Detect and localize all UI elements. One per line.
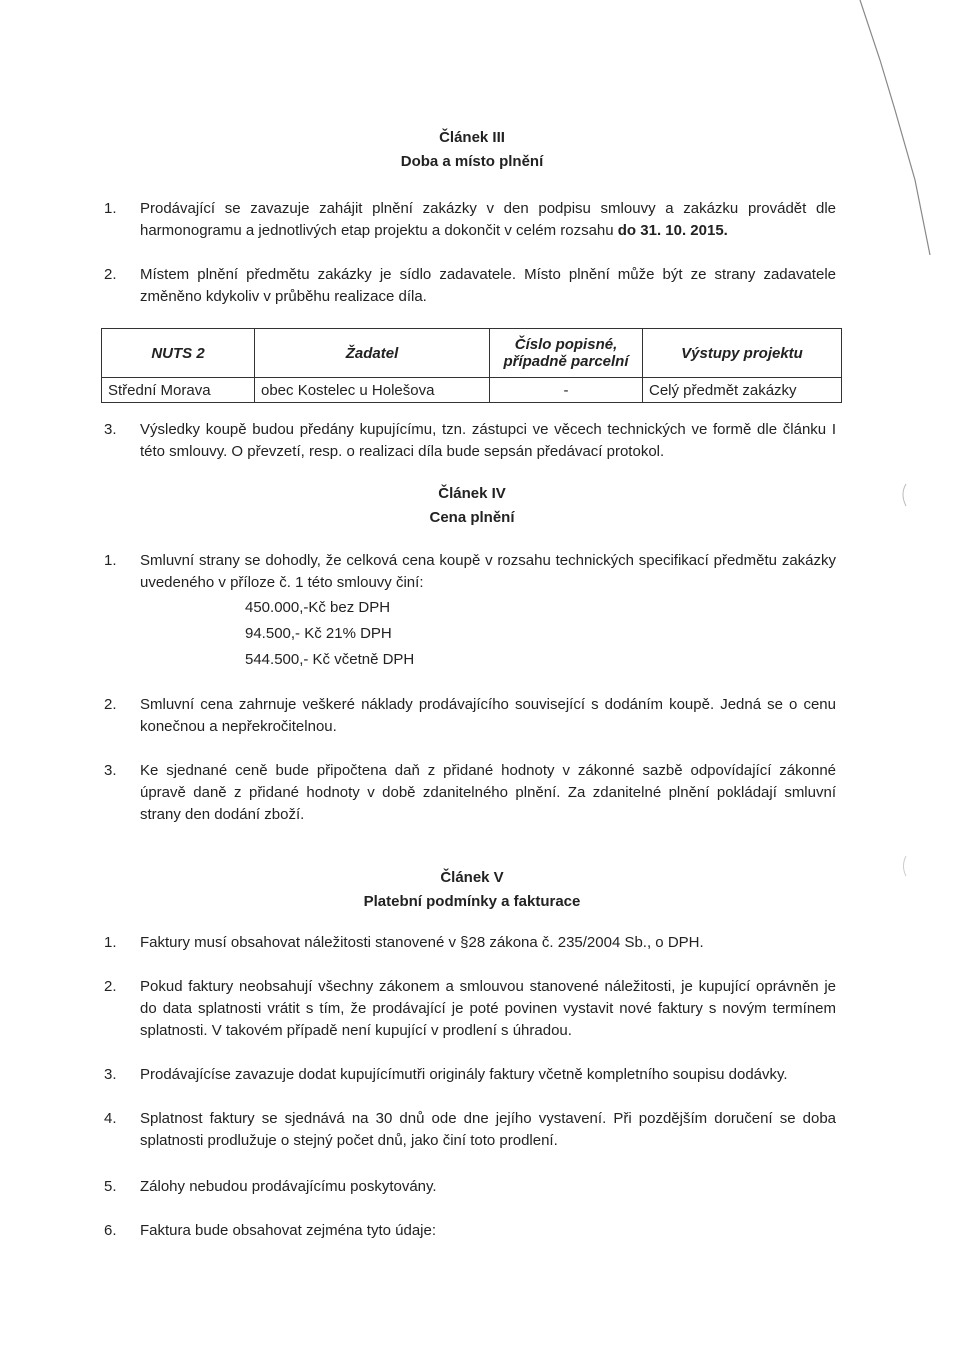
article-5-item-4 xyxy=(104,1108,836,1152)
article-5-title: Článek V xyxy=(440,869,504,886)
item-text: Výsledky koupě budou předány kupujícímu, tzn. zástupci ve věcech technických ve formě dle článku I této smlouvy. O převzetí, resp. o realizaci díla bude sepsán předávací protokol. xyxy=(140,421,836,460)
header-nuts: NUTS 2 xyxy=(102,329,255,378)
scan-artifact-bracket xyxy=(896,852,916,882)
item-text: Pokud faktury neobsahují všechny zákonem a smlouvou stanovené náležitosti, je kupující oprávněn je do data splatnosti vrátit s tím, že prodávající je poté povinen vystavit nové faktury s novým termínem splatnosti. V takovém případě není kupující v prodlení s úhradou. xyxy=(140,978,836,1039)
item-text: Splatnost faktury se sjednává na 30 dnů ode dne jejího vystavení. Při pozdějším doručení se doba splatnosti prodlužuje o stejný počet dnů, jako činí toto prodlení. xyxy=(140,1110,836,1149)
item-text: Místem plnění předmětu zakázky je sídlo zadavatele. Místo plnění může být ze strany zadavatele změněno kdykoliv v průběhu realizace díla. xyxy=(140,266,836,305)
item-number: 2. xyxy=(104,978,117,995)
item-text: Smluvní strany se dohodly, že celková cena koupě v rozsahu technických specifikací předmětu zakázky uvedeného v příloze č. 1 této smlouvy činí: xyxy=(140,552,836,591)
article-4-title: Článek IV xyxy=(438,485,506,502)
cell-parcel: - xyxy=(490,378,643,403)
item-number: 1. xyxy=(104,200,117,217)
cell-applicant: obec Kostelec u Holešova xyxy=(255,378,490,403)
article-4-heading xyxy=(0,482,944,530)
article-3-subtitle: Doba a místo plnění xyxy=(400,153,544,170)
article-5-subtitle: Platební podmínky a fakturace xyxy=(363,893,581,910)
article-5-item-1 xyxy=(104,932,836,954)
item-text: Smluvní cena zahrnuje veškeré náklady prodávajícího související s dodáním koupě. Jedná se o cenu konečnou a nepřekročitelnou. xyxy=(140,696,836,735)
deadline-date: do 31. 10. 2015. xyxy=(617,222,728,239)
article-3-item-1 xyxy=(104,198,836,242)
article-3-heading xyxy=(0,126,944,174)
article-3-item-2 xyxy=(104,264,836,308)
item-number: 5. xyxy=(104,1178,117,1195)
item-text: Zálohy nebudou prodávajícímu poskytovány. xyxy=(140,1178,437,1195)
header-parcel: Číslo popisné, případně parcelní xyxy=(490,329,643,378)
article-4-item-1 xyxy=(104,550,836,594)
item-number: 1. xyxy=(104,934,117,951)
item-number: 2. xyxy=(104,266,117,283)
table-row xyxy=(102,378,842,403)
item-number: 1. xyxy=(104,552,117,569)
item-text: Faktury musí obsahovat náležitosti stanovené v §28 zákona č. 235/2004 Sb., o DPH. xyxy=(140,934,704,951)
article-5-heading xyxy=(0,866,944,914)
item-number: 4. xyxy=(104,1110,117,1127)
cell-region: Střední Morava xyxy=(102,378,255,403)
item-number: 3. xyxy=(104,1066,117,1083)
scan-artifact-bracket xyxy=(896,480,916,510)
article-4-subtitle: Cena plnění xyxy=(429,509,515,526)
article-5-item-5 xyxy=(104,1176,836,1198)
article-4-item-3 xyxy=(104,760,836,826)
header-applicant: Žadatel xyxy=(255,329,490,378)
article-5-item-2 xyxy=(104,976,836,1042)
project-table xyxy=(101,328,842,403)
item-text: Prodávající se zavazuje zahájit plnění zakázky v den podpisu smlouvy a zakázku provádět dle harmonogramu a jednotlivých etap projektu a dokončit v celém rozsahu xyxy=(140,200,836,239)
price-vat: 94.500,- Kč 21% DPH xyxy=(245,625,392,642)
article-5-item-6 xyxy=(104,1220,836,1242)
article-5-item-3 xyxy=(104,1064,836,1086)
item-number: 6. xyxy=(104,1222,117,1239)
item-number: 2. xyxy=(104,696,117,713)
price-without-vat: 450.000,-Kč bez DPH xyxy=(245,599,391,616)
item-text: Ke sjednané ceně bude připočtena daň z přidané hodnoty v zákonné sazbě odpovídající zákonné úpravě daně z přidané hodnoty v době zdanitelného plnění. Za zdanitelné plnění pokládají smluvní strany den dodání zboží. xyxy=(140,762,836,823)
item-number: 3. xyxy=(104,762,117,779)
article-3-item-3 xyxy=(104,419,836,463)
article-4-item-2 xyxy=(104,694,836,738)
item-number: 3. xyxy=(104,421,117,438)
price-with-vat: 544.500,- Kč včetně DPH xyxy=(245,651,415,668)
item-text: Faktura bude obsahovat zejména tyto údaje: xyxy=(140,1222,437,1239)
item-text: Prodávajícíse zavazuje dodat kupujícímutři originály faktury včetně kompletního soupisu dodávky. xyxy=(140,1066,788,1083)
header-outputs: Výstupy projektu xyxy=(643,329,842,378)
cell-outputs: Celý předmět zakázky xyxy=(643,378,842,403)
article-3-title: Článek III xyxy=(439,129,505,146)
table-header-row xyxy=(102,329,842,378)
